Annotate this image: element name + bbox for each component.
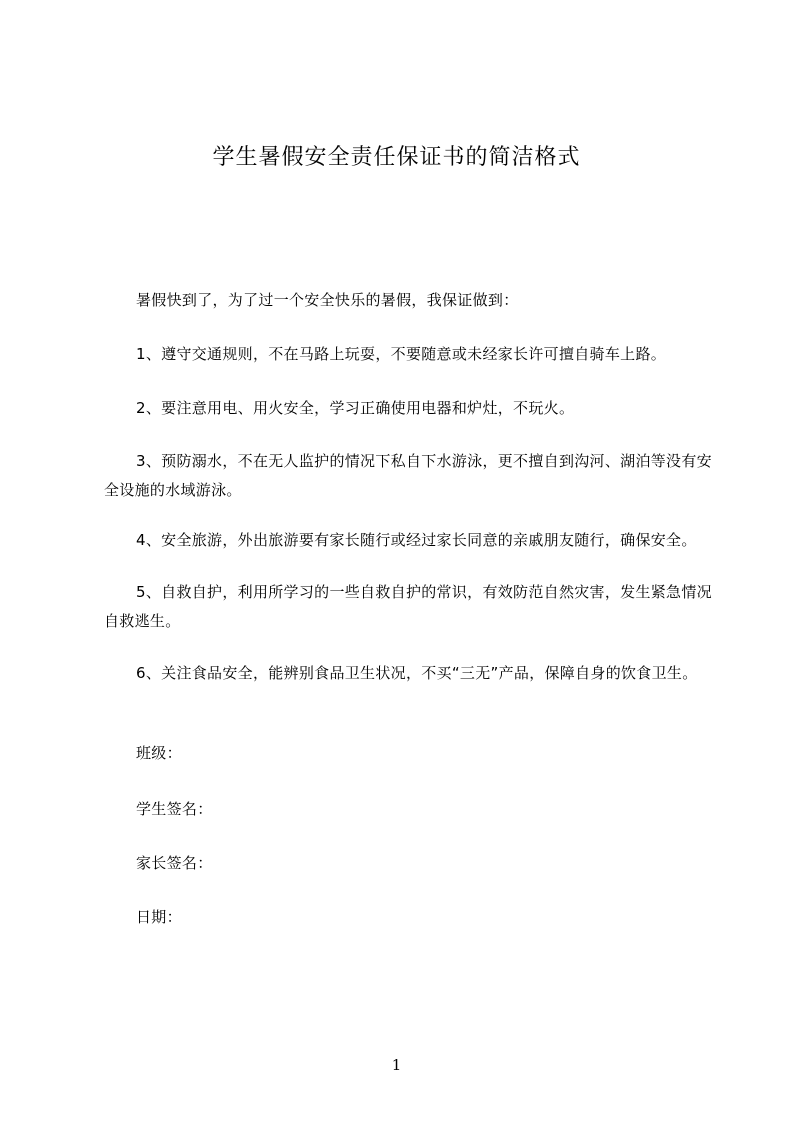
student-signature-label: 学生签名：: [136, 800, 213, 818]
intro-paragraph: 暑假快到了，为了过一个安全快乐的暑假，我保证做到：: [136, 291, 519, 309]
document-title: 学生暑假安全责任保证书的简洁格式: [212, 145, 581, 170]
class-field-label: 班级：: [136, 744, 182, 762]
commitment-item-3: 3、预防溺水，不在无人监护的情况下私自下水游泳，更不擅自到沟河、湖泊等没有安全设施的水域游泳。: [104, 452, 712, 499]
date-field-label: 日期：: [136, 908, 182, 926]
commitment-item-5: 5、自救自护，利用所学习的一些自救自护的常识，有效防范自然灾害，发生紧急情况自救逃生。: [104, 583, 712, 630]
commitment-item-6: 6、关注食品安全，能辨别食品卫生状况，不买“三无”产品，保障自身的饮食卫生。: [136, 664, 698, 682]
parent-signature-label: 家长签名：: [136, 854, 213, 872]
commitment-item-2: 2、要注意用电、用火安全，学习正确使用电器和炉灶，不玩火。: [136, 399, 575, 417]
commitment-item-1: 1、遵守交通规则，不在马路上玩耍，不要随意或未经家长许可擅自骑车上路。: [136, 345, 667, 363]
page-number: 1: [391, 1056, 402, 1074]
commitment-item-4: 4、安全旅游，外出旅游要有家长随行或经过家长同意的亲戚朋友随行，确保安全。: [136, 531, 697, 549]
